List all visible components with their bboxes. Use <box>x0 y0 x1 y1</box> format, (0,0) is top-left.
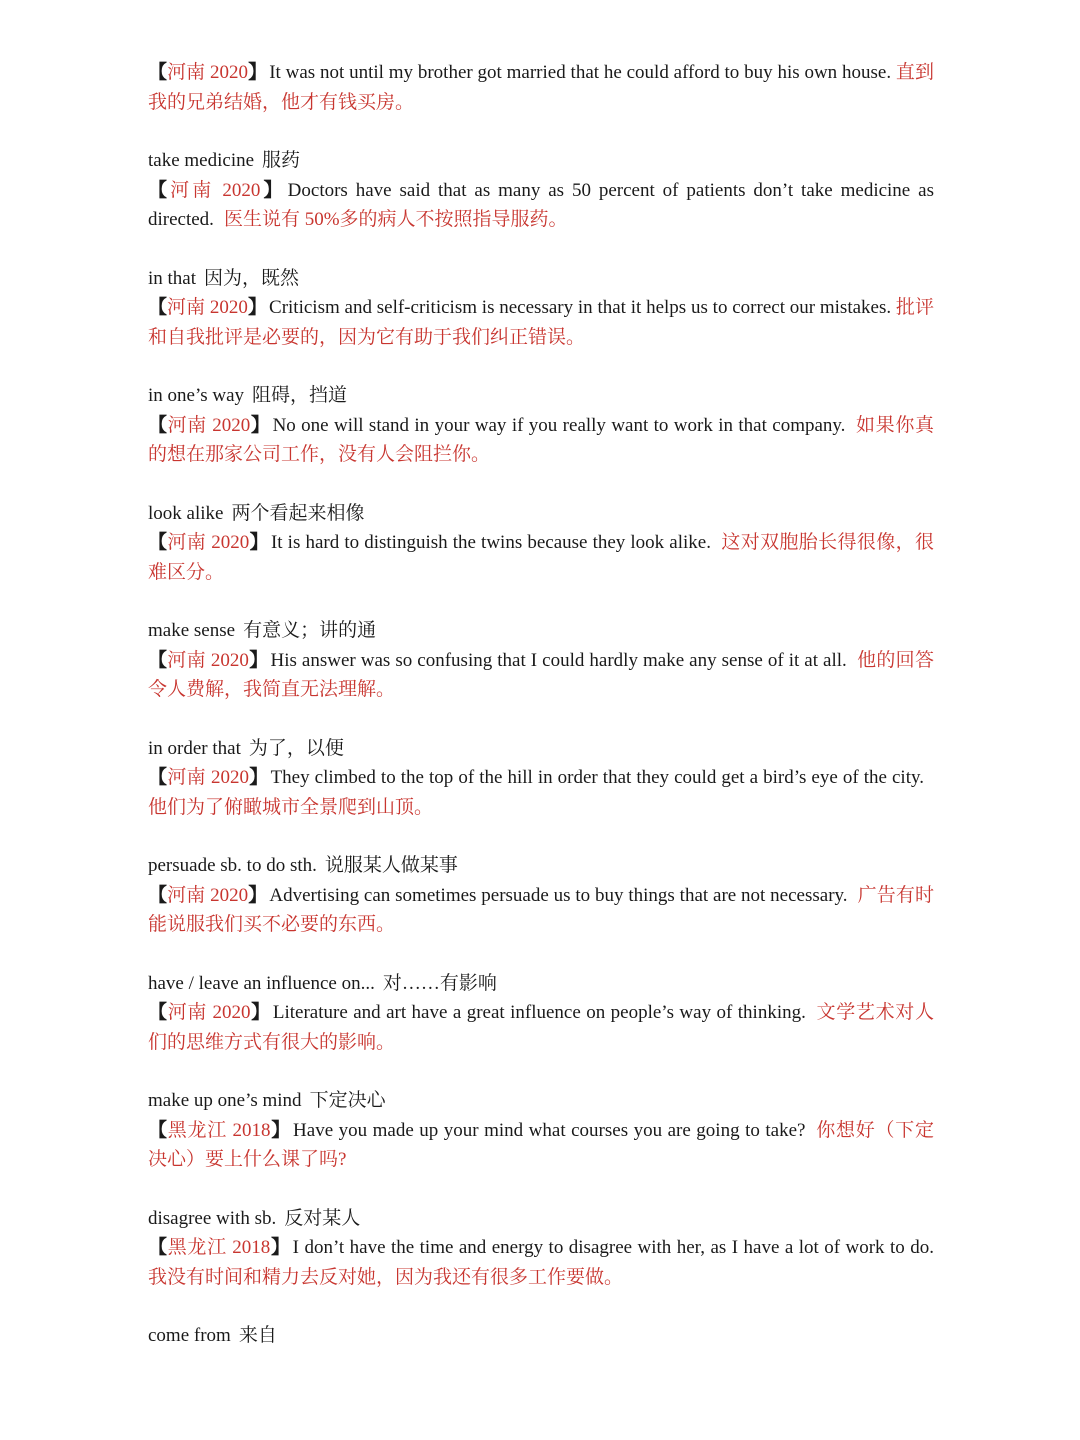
phrase-text: take medicine <box>148 150 255 171</box>
example-translation: 医生说有 50%多的病人不按照指导服药。 <box>223 209 568 230</box>
example-sentence <box>148 646 934 705</box>
example-sentence <box>148 411 934 470</box>
bracket-close: 】 <box>270 1237 291 1258</box>
phrase-heading <box>148 146 934 176</box>
phrase-text: disagree with sb. <box>148 1207 277 1229</box>
example-source: 河南 2020 <box>167 414 251 436</box>
bracket-open: 【 <box>148 1119 168 1141</box>
bracket-open: 【 <box>148 179 171 201</box>
phrase-meaning: 下定决心 <box>309 1090 386 1111</box>
bracket-close: 】 <box>247 297 268 318</box>
entry-influence-on <box>148 969 934 1058</box>
entry-first-example <box>148 58 934 117</box>
example-translation: 广告有时能说服我们买不必要的东西。 <box>148 884 934 935</box>
bracket-close: 】 <box>249 532 269 553</box>
example-sentence <box>148 528 934 587</box>
example-english: His answer was so confusing that I could hardly make any sense of it at all. <box>270 649 847 671</box>
phrase-text: make up one’s mind <box>148 1090 302 1111</box>
example-english: No one will stand in your way if you really want to work in that company. <box>272 414 846 436</box>
example-source: 黑龙江 2018 <box>167 1237 271 1258</box>
phrase-heading <box>148 969 934 999</box>
entry-disagree-with <box>148 1204 934 1293</box>
bracket-open: 【 <box>148 649 168 671</box>
bracket-close: 】 <box>260 179 286 201</box>
phrase-meaning: 有意义；讲的通 <box>243 620 377 641</box>
example-translation: 文学艺术对人们的思维方式有很大的影响。 <box>148 1002 934 1053</box>
bracket-close: 】 <box>270 1119 292 1141</box>
example-source: 河南 2020 <box>167 1002 251 1023</box>
example-english: Advertising can sometimes persuade us to buy things that are not necessary. <box>269 884 848 906</box>
bracket-open: 【 <box>148 532 168 553</box>
example-sentence <box>148 763 934 822</box>
phrase-heading <box>148 851 934 881</box>
example-english: Doctors have said that as many as 50 percent of patients don’t take medicine as directed. <box>148 179 934 230</box>
example-english: I don’t have the time and energy to disagree with her, as I have a lot of work to do. <box>292 1237 934 1258</box>
example-translation: 这对双胞胎长得很像，很难区分。 <box>148 532 934 583</box>
example-source: 河南 2020 <box>167 649 249 671</box>
phrase-text: in order that <box>148 737 241 759</box>
phrase-text: look alike <box>148 502 224 524</box>
bracket-open: 【 <box>148 62 168 83</box>
bracket-close: 】 <box>248 649 269 671</box>
vocabulary-page <box>148 58 934 1380</box>
bracket-open: 【 <box>148 1237 168 1258</box>
example-english: It was not until my brother got married that he could afford to buy his own house. <box>269 62 892 83</box>
entry-take-medicine <box>148 146 934 235</box>
phrase-heading <box>148 1086 934 1116</box>
example-sentence <box>148 1116 934 1175</box>
example-sentence <box>148 998 934 1057</box>
phrase-meaning: 因为，既然 <box>204 267 300 289</box>
phrase-heading <box>148 381 934 411</box>
bracket-open: 【 <box>148 767 168 788</box>
example-source: 河南 2020 <box>167 884 249 906</box>
example-english: Criticism and self-criticism is necessary in that it helps us to correct our mistakes. <box>269 297 892 318</box>
entry-come-from <box>148 1321 934 1351</box>
example-english: Literature and art have a great influence on people’s way of thinking. <box>272 1002 806 1023</box>
bracket-close: 】 <box>248 884 268 906</box>
example-sentence <box>148 176 934 235</box>
entry-look-alike <box>148 499 934 588</box>
phrase-text: come from <box>148 1325 231 1346</box>
phrase-meaning: 为了，以便 <box>248 737 344 759</box>
bracket-open: 【 <box>148 1002 168 1023</box>
example-source: 黑龙江 2018 <box>167 1119 271 1141</box>
bracket-close: 】 <box>250 1002 271 1023</box>
example-english: It is hard to distinguish the twins because they look alike. <box>270 532 711 553</box>
entry-in-ones-way <box>148 381 934 470</box>
phrase-meaning: 两个看起来相像 <box>231 502 365 524</box>
phrase-meaning: 对……有影响 <box>382 972 497 994</box>
phrase-heading <box>148 734 934 764</box>
example-english: They climbed to the top of the hill in order that they could get a bird’s eye of the city. <box>270 767 924 788</box>
phrase-meaning: 说服某人做某事 <box>324 855 458 876</box>
phrase-text: persuade sb. to do sth. <box>148 855 317 876</box>
phrase-text: make sense <box>148 620 236 641</box>
example-english: Have you made up your mind what courses you are going to take? <box>293 1119 806 1141</box>
entry-in-order-that <box>148 734 934 823</box>
example-translation: 我没有时间和精力去反对她，因为我还有很多工作要做。 <box>148 1266 624 1288</box>
bracket-close: 】 <box>248 62 268 83</box>
phrase-heading <box>148 499 934 529</box>
bracket-open: 【 <box>148 884 168 906</box>
example-translation: 如果你真的想在那家公司工作，没有人会阻拦你。 <box>148 414 934 465</box>
phrase-heading <box>148 264 934 294</box>
example-source: 河南 2020 <box>167 767 249 788</box>
entry-make-up-mind <box>148 1086 934 1175</box>
phrase-text: in that <box>148 267 197 289</box>
phrase-heading <box>148 1321 934 1351</box>
example-translation: 他的回答令人费解，我简直无法理解。 <box>148 649 934 700</box>
example-translation: 你想好（下定决心）要上什么课了吗? <box>148 1119 934 1170</box>
example-source: 河南 2020 <box>170 179 261 201</box>
example-sentence <box>148 293 934 352</box>
example-translation: 批评和自我批评是必要的，因为它有助于我们纠正错误。 <box>148 297 934 348</box>
bracket-close: 】 <box>248 767 269 788</box>
bracket-open: 【 <box>148 414 168 436</box>
entry-make-sense <box>148 616 934 705</box>
phrase-meaning: 来自 <box>238 1325 277 1346</box>
bracket-open: 【 <box>148 297 168 318</box>
phrase-heading <box>148 616 934 646</box>
example-source: 河南 2020 <box>167 532 250 553</box>
example-source: 河南 2020 <box>167 62 249 83</box>
phrase-meaning: 反对某人 <box>284 1207 361 1229</box>
phrase-text: in one’s way <box>148 385 245 406</box>
phrase-meaning: 阻碍，挡道 <box>252 385 348 406</box>
entry-persuade <box>148 851 934 940</box>
phrase-heading <box>148 1204 934 1234</box>
example-sentence <box>148 1233 934 1292</box>
example-translation: 直到我的兄弟结婚，他才有钱买房。 <box>148 62 934 113</box>
entry-in-that <box>148 264 934 353</box>
phrase-text: have / leave an influence on... <box>148 972 375 994</box>
bracket-close: 】 <box>250 414 271 436</box>
example-translation: 他们为了俯瞰城市全景爬到山顶。 <box>148 796 434 818</box>
example-source: 河南 2020 <box>167 297 248 318</box>
example-sentence <box>148 58 934 117</box>
phrase-meaning: 服药 <box>262 150 301 171</box>
example-sentence <box>148 881 934 940</box>
